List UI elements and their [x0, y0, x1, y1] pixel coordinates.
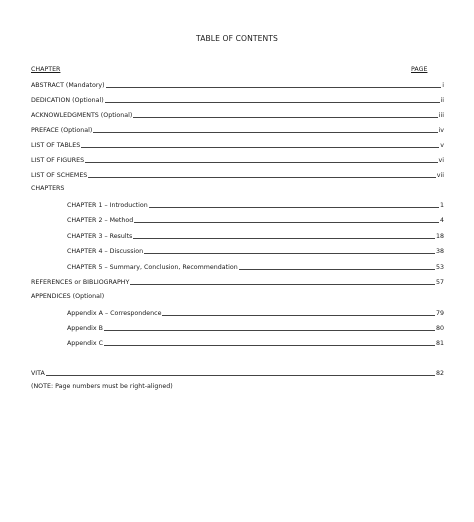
toc-entry-page: ii — [440, 97, 444, 104]
toc-entry-page: 4 — [439, 217, 444, 224]
toc-entry-dedication — [31, 95, 444, 105]
toc-entry-abstract — [31, 80, 444, 90]
toc-entry-page: 79 — [435, 310, 444, 317]
toc-entry-acknowledgments — [31, 110, 444, 120]
toc-entry-label: PREFACE (Optional) — [31, 127, 93, 134]
leader-line — [133, 117, 437, 118]
leader-line — [81, 147, 439, 148]
toc-entry-label: Appendix B — [67, 325, 103, 332]
toc-entry-appendix-a — [67, 308, 444, 318]
toc-entry-label: DEDICATION (Optional) — [31, 97, 104, 104]
toc-entry-list-of-figures — [31, 155, 444, 165]
toc-entry-label: CHAPTER 2 – Method — [67, 217, 134, 224]
toc-entry-chapter-1 — [67, 200, 444, 210]
toc-entry-page: 53 — [435, 264, 444, 271]
toc-entry-page: vii — [436, 172, 444, 179]
toc-entry-appendix-b — [67, 323, 444, 333]
appendices-heading: APPENDICES (Optional) — [31, 293, 105, 300]
chapters-heading: CHAPTERS — [31, 185, 65, 192]
toc-entry-page: vi — [438, 157, 444, 164]
toc-entry-label: CHAPTER 4 – Discussion — [67, 248, 144, 255]
leader-line — [85, 162, 437, 163]
toc-entry-label: LIST OF FIGURES — [31, 157, 85, 164]
toc-entry-chapter-3 — [67, 231, 444, 241]
leader-line — [149, 207, 439, 208]
leader-line — [93, 132, 437, 133]
toc-entry-page: 18 — [435, 233, 444, 240]
toc-entry-label: CHAPTER 1 – Introduction — [67, 202, 148, 209]
toc-entry-label: CHAPTER 5 – Summary, Conclusion, Recommendation — [67, 264, 238, 271]
toc-entry-page: 57 — [435, 279, 444, 286]
leader-line — [134, 222, 439, 223]
leader-line — [105, 102, 440, 103]
chapter-column-header: CHAPTER — [31, 66, 61, 73]
leader-line — [133, 238, 435, 239]
leader-line — [239, 269, 435, 270]
leader-line — [106, 87, 442, 88]
toc-entry-label: REFERENCES or BIBLIOGRAPHY — [31, 279, 130, 286]
toc-entry-label: ABSTRACT (Mandatory) — [31, 82, 105, 89]
leader-line — [46, 375, 435, 376]
toc-entry-label: VITA — [31, 370, 45, 377]
note-text: (NOTE: Page numbers must be right-aligned) — [31, 383, 173, 390]
page-title: TABLE OF CONTENTS — [196, 34, 278, 43]
toc-entry-label: Appendix C — [67, 340, 104, 347]
toc-entry-chapter-4 — [67, 246, 444, 256]
leader-line — [104, 345, 435, 346]
toc-entry-label: ACKNOWLEDGMENTS (Optional) — [31, 112, 133, 119]
toc-entry-page: v — [440, 142, 444, 149]
toc-entry-page: 82 — [435, 370, 444, 377]
toc-entry-appendix-c — [67, 338, 444, 348]
leader-line — [144, 253, 435, 254]
toc-entry-page: 80 — [435, 325, 444, 332]
leader-line — [88, 177, 435, 178]
toc-entry-label: LIST OF TABLES — [31, 142, 81, 149]
leader-line — [104, 330, 435, 331]
toc-entry-chapter-2 — [67, 215, 444, 225]
toc-entry-page: 38 — [435, 248, 444, 255]
toc-entry-vita — [31, 368, 444, 378]
leader-line — [130, 284, 435, 285]
toc-entry-label: CHAPTER 3 – Results — [67, 233, 133, 240]
toc-entry-label: Appendix A – Correspondence — [67, 310, 162, 317]
toc-entry-references — [31, 277, 444, 287]
toc-entry-list-of-tables — [31, 140, 444, 150]
leader-line — [162, 315, 435, 316]
page-column-header: PAGE — [411, 66, 428, 73]
toc-entry-page: iii — [438, 112, 444, 119]
toc-entry-label: LIST OF SCHEMES — [31, 172, 88, 179]
toc-entry-page: 1 — [439, 202, 444, 209]
toc-entry-list-of-schemes — [31, 170, 444, 180]
toc-entry-page: iv — [438, 127, 444, 134]
toc-entry-page: i — [442, 82, 444, 89]
toc-entry-page: 81 — [435, 340, 444, 347]
toc-entry-preface — [31, 125, 444, 135]
toc-entry-chapter-5 — [67, 262, 444, 272]
